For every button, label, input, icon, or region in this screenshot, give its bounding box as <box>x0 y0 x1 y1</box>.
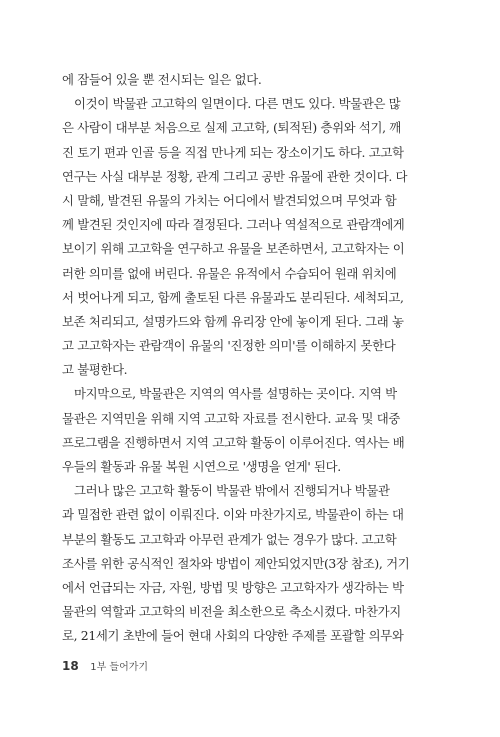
text-line: 그러나 많은 고고학 활동이 박물관 밖에서 진행되거나 박물관 <box>74 483 390 499</box>
text-line: 에 잠들어 있을 뿐 전시되는 일은 없다. <box>62 72 262 87</box>
text-line: 진 토기 편과 인골 등을 직접 만나게 되는 장소이기도 하다. 고고학 <box>62 144 404 160</box>
text-line: 보이기 위해 고고학을 연구하고 유물을 보존하면서, 고고학자는 이 <box>62 241 405 257</box>
paragraph <box>62 68 428 92</box>
text-line: 부분의 활동도 고고학과 아무런 관계가 없는 경우가 많다. 고고학 <box>62 531 397 547</box>
section-label: 1부 들어가기 <box>90 662 149 673</box>
text-line: 우들의 활동과 유물 복원 시연으로 '생명을 얻게' 된다. <box>62 459 341 474</box>
text-line: 프로그램을 진행하면서 지역 고고학 활동이 이루어진다. 역사는 배 <box>62 434 405 450</box>
text-line: 서 벗어나게 되고, 함께 출토된 다른 유물과도 분리된다. 세척되고, <box>62 289 404 305</box>
text-line: 러한 의미를 없애 버린다. 유물은 유적에서 수습되어 원래 위치에 <box>62 265 397 281</box>
text-line: 마지막으로, 박물관은 지역의 역사를 설명하는 곳이다. 지역 박 <box>74 386 397 402</box>
text-line: 이것이 박물관 고고학의 일면이다. 다른 면도 있다. 박물관은 많 <box>74 96 401 112</box>
page-footer <box>62 658 148 673</box>
text-line: 로, 21세기 초반에 들어 현대 사회의 다양한 주제를 포괄할 의무와 <box>62 628 404 644</box>
text-line: 고 고고학자는 관람객이 유물의 '진정한 의미'를 이해하지 못한다 <box>62 338 396 354</box>
text-line: 물관의 역할과 고고학의 비전을 최소한으로 축소시켰다. 마찬가지 <box>62 604 401 620</box>
text-line: 연구는 사실 대부분 정황, 관계 그리고 공반 유물에 관한 것이다. 다 <box>62 168 408 184</box>
text-line: 시 말해, 발견된 유물의 가치는 어디에서 발견되었으며 무엇과 함 <box>62 192 397 208</box>
paragraph <box>62 382 428 479</box>
paragraph <box>62 479 428 648</box>
text-line: 과 밀접한 관련 없이 이뤄진다. 이와 마찬가지로, 박물관이 하는 대 <box>62 507 404 523</box>
text-line: 께 발견된 것인지에 따라 결정된다. 그러나 역설적으로 관람객에게 <box>62 217 405 233</box>
text-line: 은 사람이 대부분 처음으로 실제 고고학, (퇴적된) 층위와 석기, 깨 <box>62 120 401 136</box>
paragraph <box>62 92 428 382</box>
text-line: 고 불평한다. <box>62 362 128 378</box>
text-line: 보존 처리되고, 설명카드와 함께 유리장 안에 놓이게 된다. 그래 놓 <box>62 313 404 329</box>
body-text <box>62 68 428 649</box>
page-number: 18 <box>62 659 79 673</box>
text-line: 물관은 지역민을 위해 지역 고고학 자료를 전시한다. 교육 및 대중 <box>62 410 400 426</box>
text-line: 에서 언급되는 자금, 자원, 방법 및 방향은 고고학자가 생각하는 박 <box>62 579 404 595</box>
text-line: 조사를 위한 공식적인 절차와 방법이 제안되었지만(3장 참조), 거기 <box>62 555 410 571</box>
